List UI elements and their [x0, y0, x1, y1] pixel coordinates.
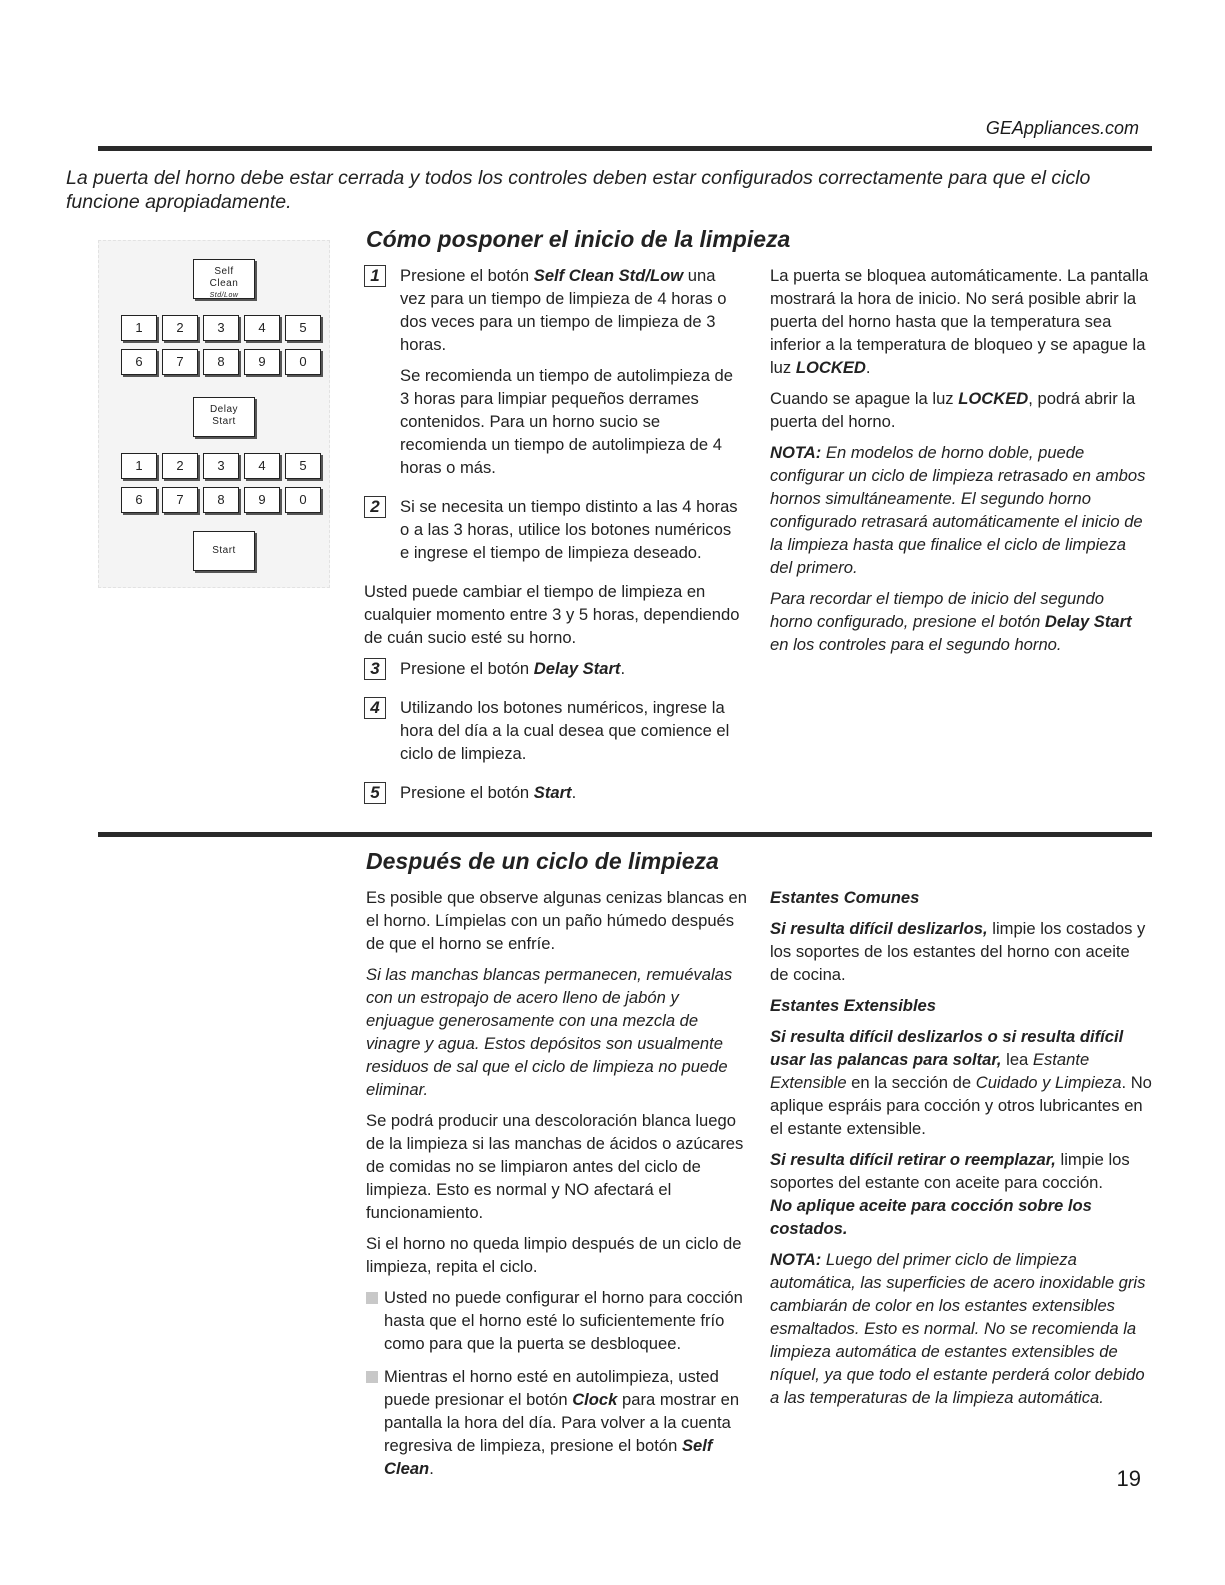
rack-removal-text: Si resulta difícil retirar o reemplazar, limpie los soportes del estante con aceite para cocción. No aplique aceite para cocción sobre los costados. — [770, 1150, 1130, 1238]
digit-key: 8 — [203, 487, 239, 513]
digit-key: 2 — [162, 453, 198, 479]
step-number: 2 — [364, 496, 386, 518]
step-3: 3 Presione el botón Delay Start. — [364, 657, 744, 688]
digit-key: 6 — [121, 349, 157, 375]
digit-key: 6 — [121, 487, 157, 513]
step-number: 4 — [364, 697, 386, 719]
digit-key: 5 — [285, 315, 321, 341]
digit-key: 4 — [244, 315, 280, 341]
after-cleaning-column — [366, 886, 750, 1490]
start-key: Start — [193, 531, 255, 571]
digit-key: 1 — [121, 453, 157, 479]
extension-racks-heading: Estantes Extensibles — [770, 996, 937, 1015]
self-clean-key: Self Clean Std/Low — [193, 259, 255, 299]
step-number: 1 — [364, 265, 386, 287]
digit-key: 9 — [244, 487, 280, 513]
delay-section-title: Cómo posponer el inicio de la limpieza — [366, 226, 791, 252]
second-oven-note: Para recordar el tiempo de inicio del segundo horno configurado, presione el botón Delay Start en los controles para el segundo horno. — [770, 589, 1132, 654]
step-5: 5 Presione el botón Start. — [364, 781, 744, 812]
digit-key: 3 — [203, 453, 239, 479]
double-oven-note: NOTA: En modelos de horno doble, puede configurar un ciclo de limpieza retrasado en ambos hornos simultáneamente. El segundo horno configurado retrasará automáticamente el inicio de la limpieza hasta que finalice el ciclo de limpieza del primero. — [770, 443, 1146, 577]
delay-info-column — [770, 264, 1150, 664]
step-number: 5 — [364, 782, 386, 804]
discoloration-paragraph: Se podrá producir una descoloración blanca luego de la limpieza si las manchas de ácidos o azúcares de comidas no se limpiaron antes del ciclo de limpieza. Esto es normal y NO afectará el funcionamiento. — [366, 1111, 744, 1222]
step-2: 2 Si se necesita un tiempo distinto a las 4 horas o a las 3 horas, utilice los botones numéricos e ingrese el tiempo de limpieza deseado. — [364, 495, 744, 572]
digit-key: 7 — [162, 349, 198, 375]
digit-key: 8 — [203, 349, 239, 375]
section-rule — [98, 832, 1152, 837]
header-rule — [98, 146, 1152, 151]
repeat-cycle-paragraph: Si el horno no queda limpio después de un ciclo de limpieza, repita el ciclo. — [366, 1234, 742, 1276]
ash-paragraph: Es posible que observe algunas cenizas blancas en el horno. Límpielas con un paño húmedo después de que el horno se enfríe. — [366, 888, 747, 953]
intro-text: La puerta del horno debe estar cerrada y todos los controles deben estar configurados correctamente para que el ciclo funcione apropiadamente. — [66, 167, 1091, 213]
bullet-item: Usted no puede configurar el horno para cocción hasta que el horno esté lo suficientemente frío como para que la puerta se desbloquee. — [366, 1286, 750, 1355]
extension-racks-text: Si resulta difícil deslizarlos o si resulta difícil usar las palancas para soltar, lea Estante Extensible en la sección de Cuidado y Limpieza. No aplique espráis para cocción y otros lubricantes en el estante extensible. — [770, 1027, 1152, 1138]
step-4: 4 Utilizando los botones numéricos, ingrese la hora del día a la cual desea que comience el ciclo de limpieza. — [364, 696, 744, 773]
white-spots-paragraph: Si las manchas blancas permanecen, remuévalas con un estropajo de acero lleno de jabón y enjuague generosamente con una mezcla de vinagre y agua. Estos depósitos son usualmente residuos de sal que el ciclo de limpieza no puede eliminar. — [366, 965, 733, 1099]
after-section-title: Después de un ciclo de limpieza — [366, 848, 719, 874]
digit-key: 1 — [121, 315, 157, 341]
page-number: 19 — [1116, 1466, 1141, 1491]
bullet-item: Mientras el horno esté en autolimpieza, usted puede presionar el botón Clock para mostrar en pantalla la hora del día. Para volver a la cuenta regresiva de limpieza, presione el botón Self Clean. — [366, 1365, 750, 1480]
standard-racks-heading: Estantes Comunes — [770, 888, 920, 907]
rack-color-note: NOTA: Luego del primer ciclo de limpieza automática, las superficies de acero inoxidable gris cambiarán de color en los estantes extensibles esmaltados. Esto es normal. No se recomienda la limpieza automática de estantes extensibles de níquel, ya que todo el estante perderá color debido a las temperaturas de la limpieza automática. — [770, 1250, 1146, 1407]
control-panel-illustration — [98, 240, 330, 588]
digit-key: 9 — [244, 349, 280, 375]
digit-key: 0 — [285, 487, 321, 513]
racks-column — [770, 886, 1152, 1417]
step-1-extra: Se recomienda un tiempo de autolimpieza de 3 horas para limpiar pequeños derrames contenidos. Para un horno sucio se recomienda un tiempo de autolimpieza de 4 horas o más. — [400, 366, 734, 477]
standard-racks-text: Si resulta difícil deslizarlos, limpie los costados y los soportes de los estantes del horno con aceite de cocina. — [770, 919, 1146, 984]
unlock-paragraph: Cuando se apague la luz LOCKED, podrá abrir la puerta del horno. — [770, 389, 1136, 431]
site-url: GEAppliances.com — [985, 118, 1139, 138]
digit-key: 7 — [162, 487, 198, 513]
digit-key: 4 — [244, 453, 280, 479]
delay-start-key: Delay Start — [193, 397, 255, 437]
digit-key: 2 — [162, 315, 198, 341]
step-1: 1 Presione el botón Self Clean Std/Low una vez para un tiempo de limpieza de 4 horas o dos veces para un tiempo de limpieza de 3 horas. Se recomienda un tiempo de autolimpieza de 3 horas para limpiar pequeños derrames contenidos. Para un horno sucio se recomienda un tiempo de autolimpieza de 4 horas o más. — [364, 264, 744, 487]
change-time-note: Usted puede cambiar el tiempo de limpieza en cualquier momento entre 3 y 5 horas, dependiendo de cuán sucio esté su horno. — [364, 582, 740, 647]
delay-steps-column — [364, 264, 744, 820]
digit-key: 5 — [285, 453, 321, 479]
digit-key: 0 — [285, 349, 321, 375]
digit-key: 3 — [203, 315, 239, 341]
step-number: 3 — [364, 658, 386, 680]
lock-paragraph: La puerta se bloquea automáticamente. La pantalla mostrará la hora de inicio. No será posible abrir la puerta del horno hasta que la temperatura sea inferior a la temperatura de bloqueo y se apague la luz LOCKED. — [770, 266, 1149, 377]
